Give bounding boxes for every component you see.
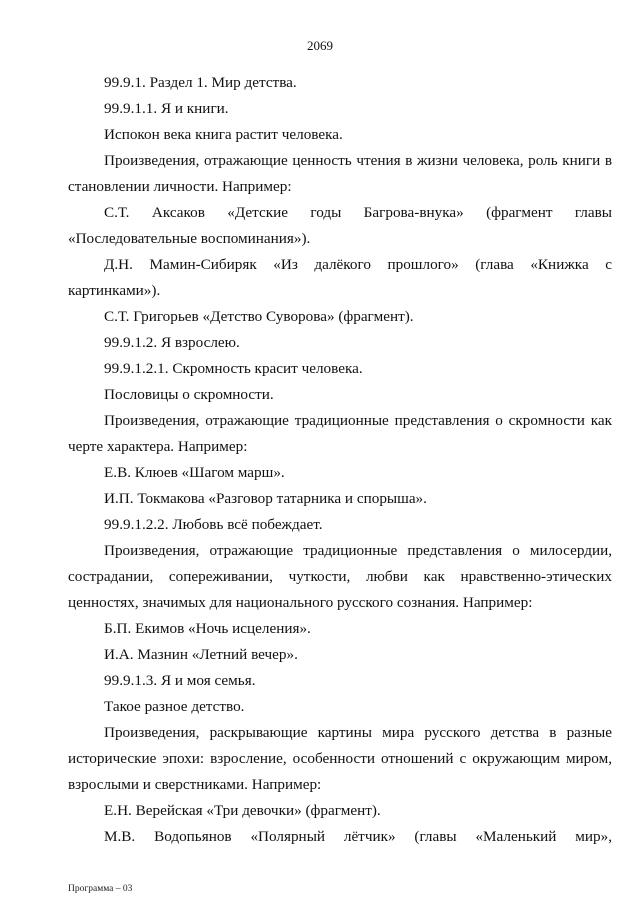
work-entry: Б.П. Екимов «Ночь исцеления». (104, 620, 311, 637)
heading-subsection-growing-up: 99.9.1.2. Я взрослею. (104, 334, 240, 351)
paragraph: Произведения, раскрывающие картины мира русского детства в разные исторические эпохи: взросление, особенности отношений с окружающим миром, взрослыми и сверстниками. Например: (68, 724, 612, 793)
paragraph: Произведения, отражающие ценность чтения в жизни человека, роль книги в становлении личности. Например: (68, 152, 612, 195)
paragraph: Произведения, отражающие традиционные представления о милосердии, сострадании, сопереживании, чуткости, любви как нравственно-этических ценностях, значимых для национального русского сознания. Например: (68, 542, 612, 611)
heading-subsection-family: 99.9.1.3. Я и моя семья. (104, 672, 256, 689)
work-entry: Е.Н. Верейская «Три девочки» (фрагмент). (104, 802, 381, 819)
work-entry: И.А. Мазнин «Летний вечер». (104, 646, 298, 663)
work-entry: Е.В. Клюев «Шагом марш». (104, 464, 285, 481)
topic-line: Испокон века книга растит человека. (104, 126, 343, 143)
heading-subsection-love: 99.9.1.2.2. Любовь всё побеждает. (104, 516, 323, 533)
paragraph: Произведения, отражающие традиционные представления о скромности как черте характера. Например: (68, 412, 612, 455)
topic-line: Такое разное детство. (104, 698, 245, 715)
work-entry: С.Т. Григорьев «Детство Суворова» (фрагмент). (104, 308, 414, 325)
work-entry: М.В. Водопьянов «Полярный лётчик» (главы «Маленький мир», (104, 828, 612, 845)
topic-line: Пословицы о скромности. (104, 386, 274, 403)
work-entry: С.Т. Аксаков «Детские годы Багрова-внука» (фрагмент главы «Последовательные воспоминания»). (68, 204, 612, 247)
document-body (68, 70, 612, 850)
work-entry: И.П. Токмакова «Разговор татарника и спорыша». (104, 490, 427, 507)
work-entry: Д.Н. Мамин-Сибиряк «Из далёкого прошлого» (глава «Книжка с картинками»). (68, 256, 612, 299)
page-number: 2069 (307, 38, 333, 53)
heading-subsection-modesty: 99.9.1.2.1. Скромность красит человека. (104, 360, 363, 377)
footer-label: Программа – 03 (68, 884, 133, 894)
heading-subsection-books: 99.9.1.1. Я и книги. (104, 100, 229, 117)
heading-section-1: 99.9.1. Раздел 1. Мир детства. (104, 74, 297, 91)
